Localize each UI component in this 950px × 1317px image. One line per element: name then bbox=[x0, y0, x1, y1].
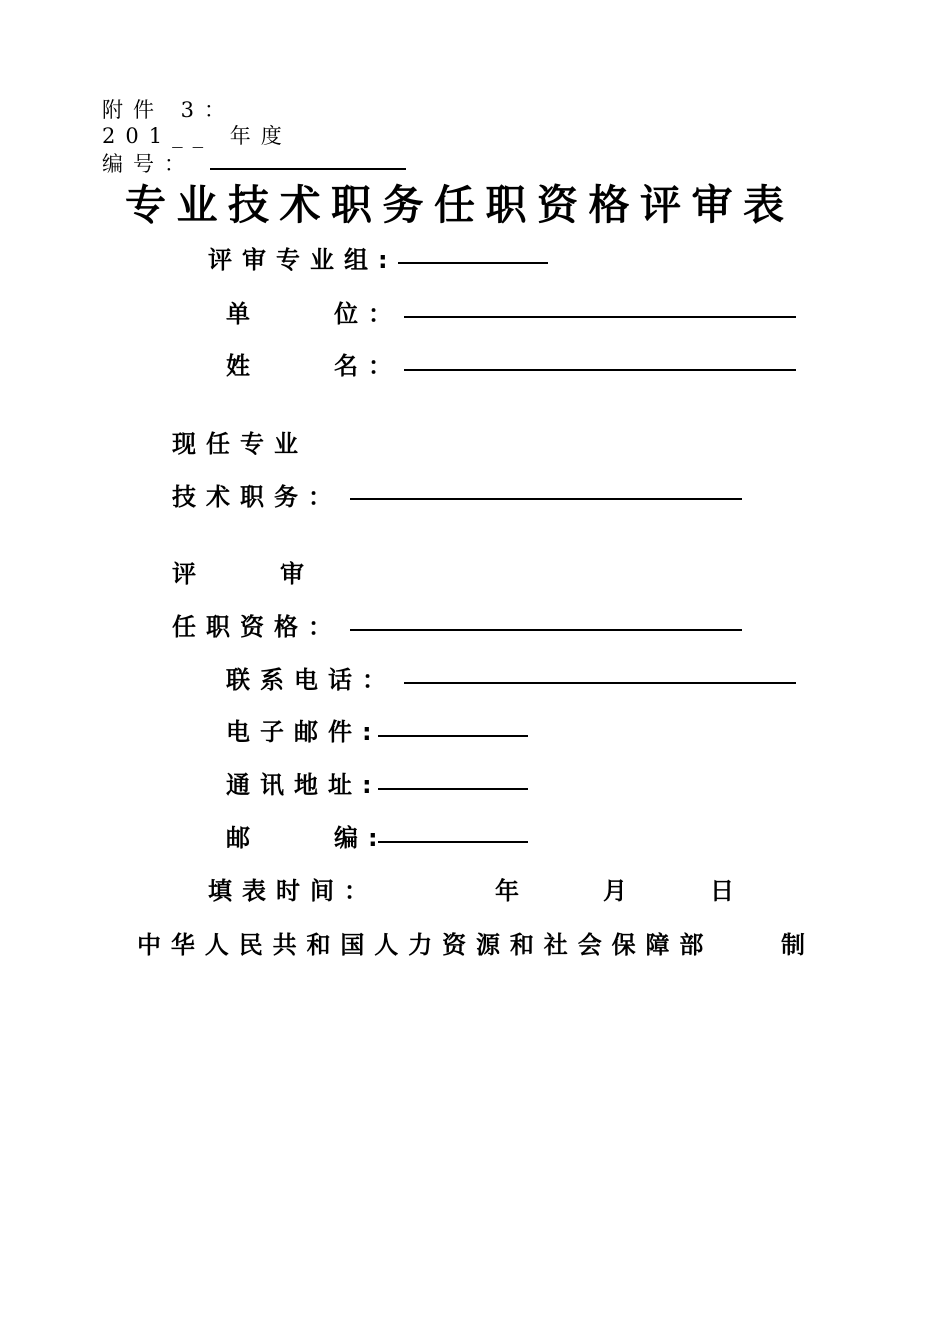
fill-date-year: 年 bbox=[495, 877, 529, 905]
email-label: 电子邮件: bbox=[226, 718, 382, 746]
review-qualification-field[interactable] bbox=[350, 629, 742, 631]
fill-date-month: 月 bbox=[603, 877, 637, 905]
review-qualification-label: 任职资格： bbox=[172, 613, 342, 641]
year-label: 201__ 年度 bbox=[102, 124, 292, 148]
address-label: 通讯地址: bbox=[226, 771, 382, 799]
issuer-label: 中华人民共和国人力资源和社会保障部 bbox=[137, 931, 714, 959]
current-title-label-line1: 现任专业 bbox=[172, 430, 308, 458]
postcode-label-b: 编: bbox=[334, 824, 388, 852]
name-label-a: 姓 bbox=[226, 352, 260, 380]
attachment-label: 附件 3： bbox=[102, 98, 236, 122]
postcode-label-a: 邮 bbox=[226, 824, 260, 852]
fill-date-label: 填表时间： bbox=[208, 877, 378, 905]
unit-label-a: 单 bbox=[226, 300, 260, 328]
issuer-suffix: 制 bbox=[781, 931, 815, 959]
email-field[interactable] bbox=[378, 735, 528, 737]
current-title-field[interactable] bbox=[350, 498, 742, 500]
review-label-a: 评 bbox=[172, 560, 206, 588]
fill-date-day: 日 bbox=[710, 877, 744, 905]
name-field[interactable] bbox=[404, 369, 796, 371]
address-field[interactable] bbox=[378, 788, 528, 790]
review-label-b: 审 bbox=[280, 560, 314, 588]
number-label: 编号： bbox=[102, 152, 195, 176]
phone-label: 联系电话： bbox=[226, 666, 396, 694]
review-group-field[interactable] bbox=[398, 262, 548, 264]
name-label-b: 名： bbox=[334, 352, 402, 380]
unit-label-b: 位： bbox=[334, 300, 402, 328]
current-title-label-line2: 技术职务： bbox=[172, 483, 342, 511]
review-group-label: 评审专业组: bbox=[208, 246, 398, 274]
unit-field[interactable] bbox=[404, 316, 796, 318]
page-title: 专业技术职务任职资格评审表 bbox=[125, 181, 795, 229]
number-underline[interactable] bbox=[210, 168, 406, 170]
phone-field[interactable] bbox=[404, 682, 796, 684]
postcode-field[interactable] bbox=[378, 841, 528, 843]
